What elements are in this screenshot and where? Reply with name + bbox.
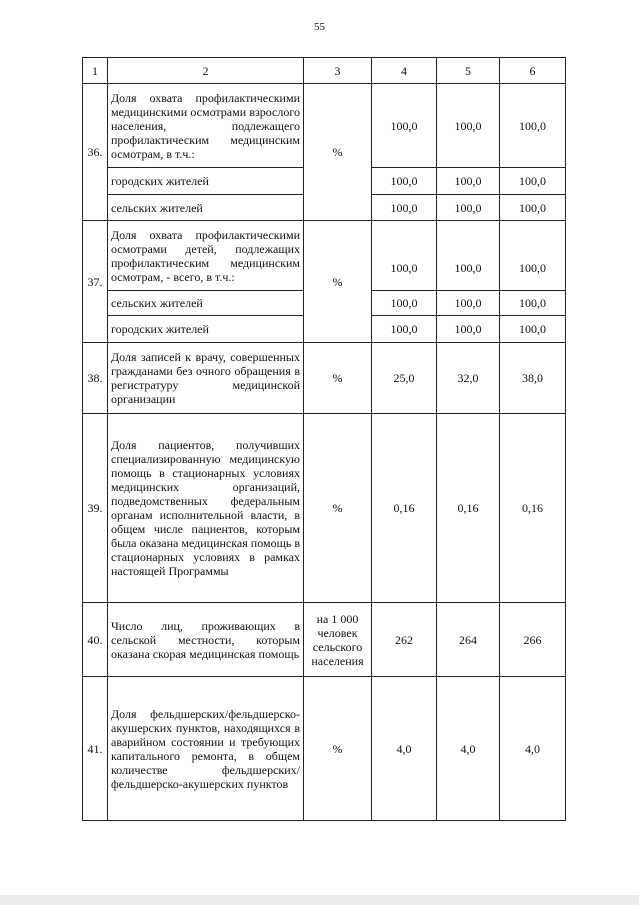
- row-unit: %: [304, 221, 372, 343]
- row-description: Доля охвата профилактическими медицинскими осмотрами взрослого населения, подлежащего профилактическим медицинским осмотрам, в т.ч.:: [108, 84, 304, 168]
- header-cell: 5: [437, 58, 500, 84]
- value-cell: 100,0: [372, 291, 437, 316]
- header-cell: 4: [372, 58, 437, 84]
- value-cell: 32,0: [437, 343, 500, 414]
- sub-row-description: городских жителей: [108, 168, 304, 195]
- value-cell: 100,0: [437, 291, 500, 316]
- row-unit: %: [304, 414, 372, 603]
- table-row: [83, 414, 566, 603]
- row-unit: %: [304, 84, 372, 221]
- value-cell: 100,0: [372, 221, 437, 291]
- row-number: 37.: [83, 221, 108, 343]
- value-cell: 100,0: [437, 84, 500, 168]
- value-cell: 262: [372, 603, 437, 677]
- header-cell: 1: [83, 58, 108, 84]
- page-number: 55: [314, 21, 325, 33]
- indicators-table: [82, 57, 566, 821]
- row-description: Доля фельдшерских/фельдшерско-акушерских пунктов, находящихся в аварийном состоянии и требующих капитального ремонта, в общем количестве фельдшерских/фельдшерско-акушерских пунктов: [108, 677, 304, 821]
- header-row: [83, 58, 566, 84]
- value-cell: 100,0: [500, 316, 566, 343]
- row-number: 40.: [83, 603, 108, 677]
- row-unit: %: [304, 677, 372, 821]
- scan-border-strip: [0, 895, 639, 905]
- row-number: 41.: [83, 677, 108, 821]
- value-cell: 100,0: [500, 195, 566, 221]
- table-row: [83, 221, 566, 291]
- header-cell: 3: [304, 58, 372, 84]
- row-number: 38.: [83, 343, 108, 414]
- value-cell: 38,0: [500, 343, 566, 414]
- sub-row-description: городских жителей: [108, 316, 304, 343]
- row-description: Доля записей к врачу, совершенных гражданами без очного обращения в регистратуру медицинской организации: [108, 343, 304, 414]
- table-row: [83, 84, 566, 168]
- row-number: 36.: [83, 84, 108, 221]
- row-number: 39.: [83, 414, 108, 603]
- row-description: Число лиц, проживающих в сельской местности, которым оказана скорая медицинская помощь: [108, 603, 304, 677]
- sub-row-description: сельских жителей: [108, 291, 304, 316]
- table-row: [83, 343, 566, 414]
- value-cell: 100,0: [500, 84, 566, 168]
- value-cell: 100,0: [372, 84, 437, 168]
- value-cell: 4,0: [372, 677, 437, 821]
- value-cell: 100,0: [500, 221, 566, 291]
- row-unit: на 1 000 человек сельского населения: [304, 603, 372, 677]
- value-cell: 100,0: [437, 195, 500, 221]
- value-cell: 0,16: [437, 414, 500, 603]
- value-cell: 100,0: [437, 221, 500, 291]
- table-row: [83, 603, 566, 677]
- sub-row-description: сельских жителей: [108, 195, 304, 221]
- header-cell: 6: [500, 58, 566, 84]
- row-description: Доля охвата профилактическими осмотрами детей, подлежащих профилактическим медицинским осмотрам, - всего, в т.ч.:: [108, 221, 304, 291]
- row-description: Доля пациентов, получивших специализированную медицинскую помощь в стационарных условиях медицинских организаций, подведомственных федеральным органам исполнительной власти, в общем числе пациентов, которым была оказана медицинская помощь в стационарных условиях в рамках настоящей Программы: [108, 414, 304, 603]
- value-cell: 0,16: [500, 414, 566, 603]
- value-cell: 100,0: [437, 168, 500, 195]
- row-unit: %: [304, 343, 372, 414]
- value-cell: 4,0: [500, 677, 566, 821]
- value-cell: 266: [500, 603, 566, 677]
- header-cell: 2: [108, 58, 304, 84]
- value-cell: 100,0: [372, 168, 437, 195]
- value-cell: 100,0: [372, 316, 437, 343]
- value-cell: 0,16: [372, 414, 437, 603]
- value-cell: 100,0: [372, 195, 437, 221]
- value-cell: 4,0: [437, 677, 500, 821]
- value-cell: 100,0: [500, 291, 566, 316]
- value-cell: 264: [437, 603, 500, 677]
- value-cell: 100,0: [500, 168, 566, 195]
- value-cell: 25,0: [372, 343, 437, 414]
- table-row: [83, 677, 566, 821]
- value-cell: 100,0: [437, 316, 500, 343]
